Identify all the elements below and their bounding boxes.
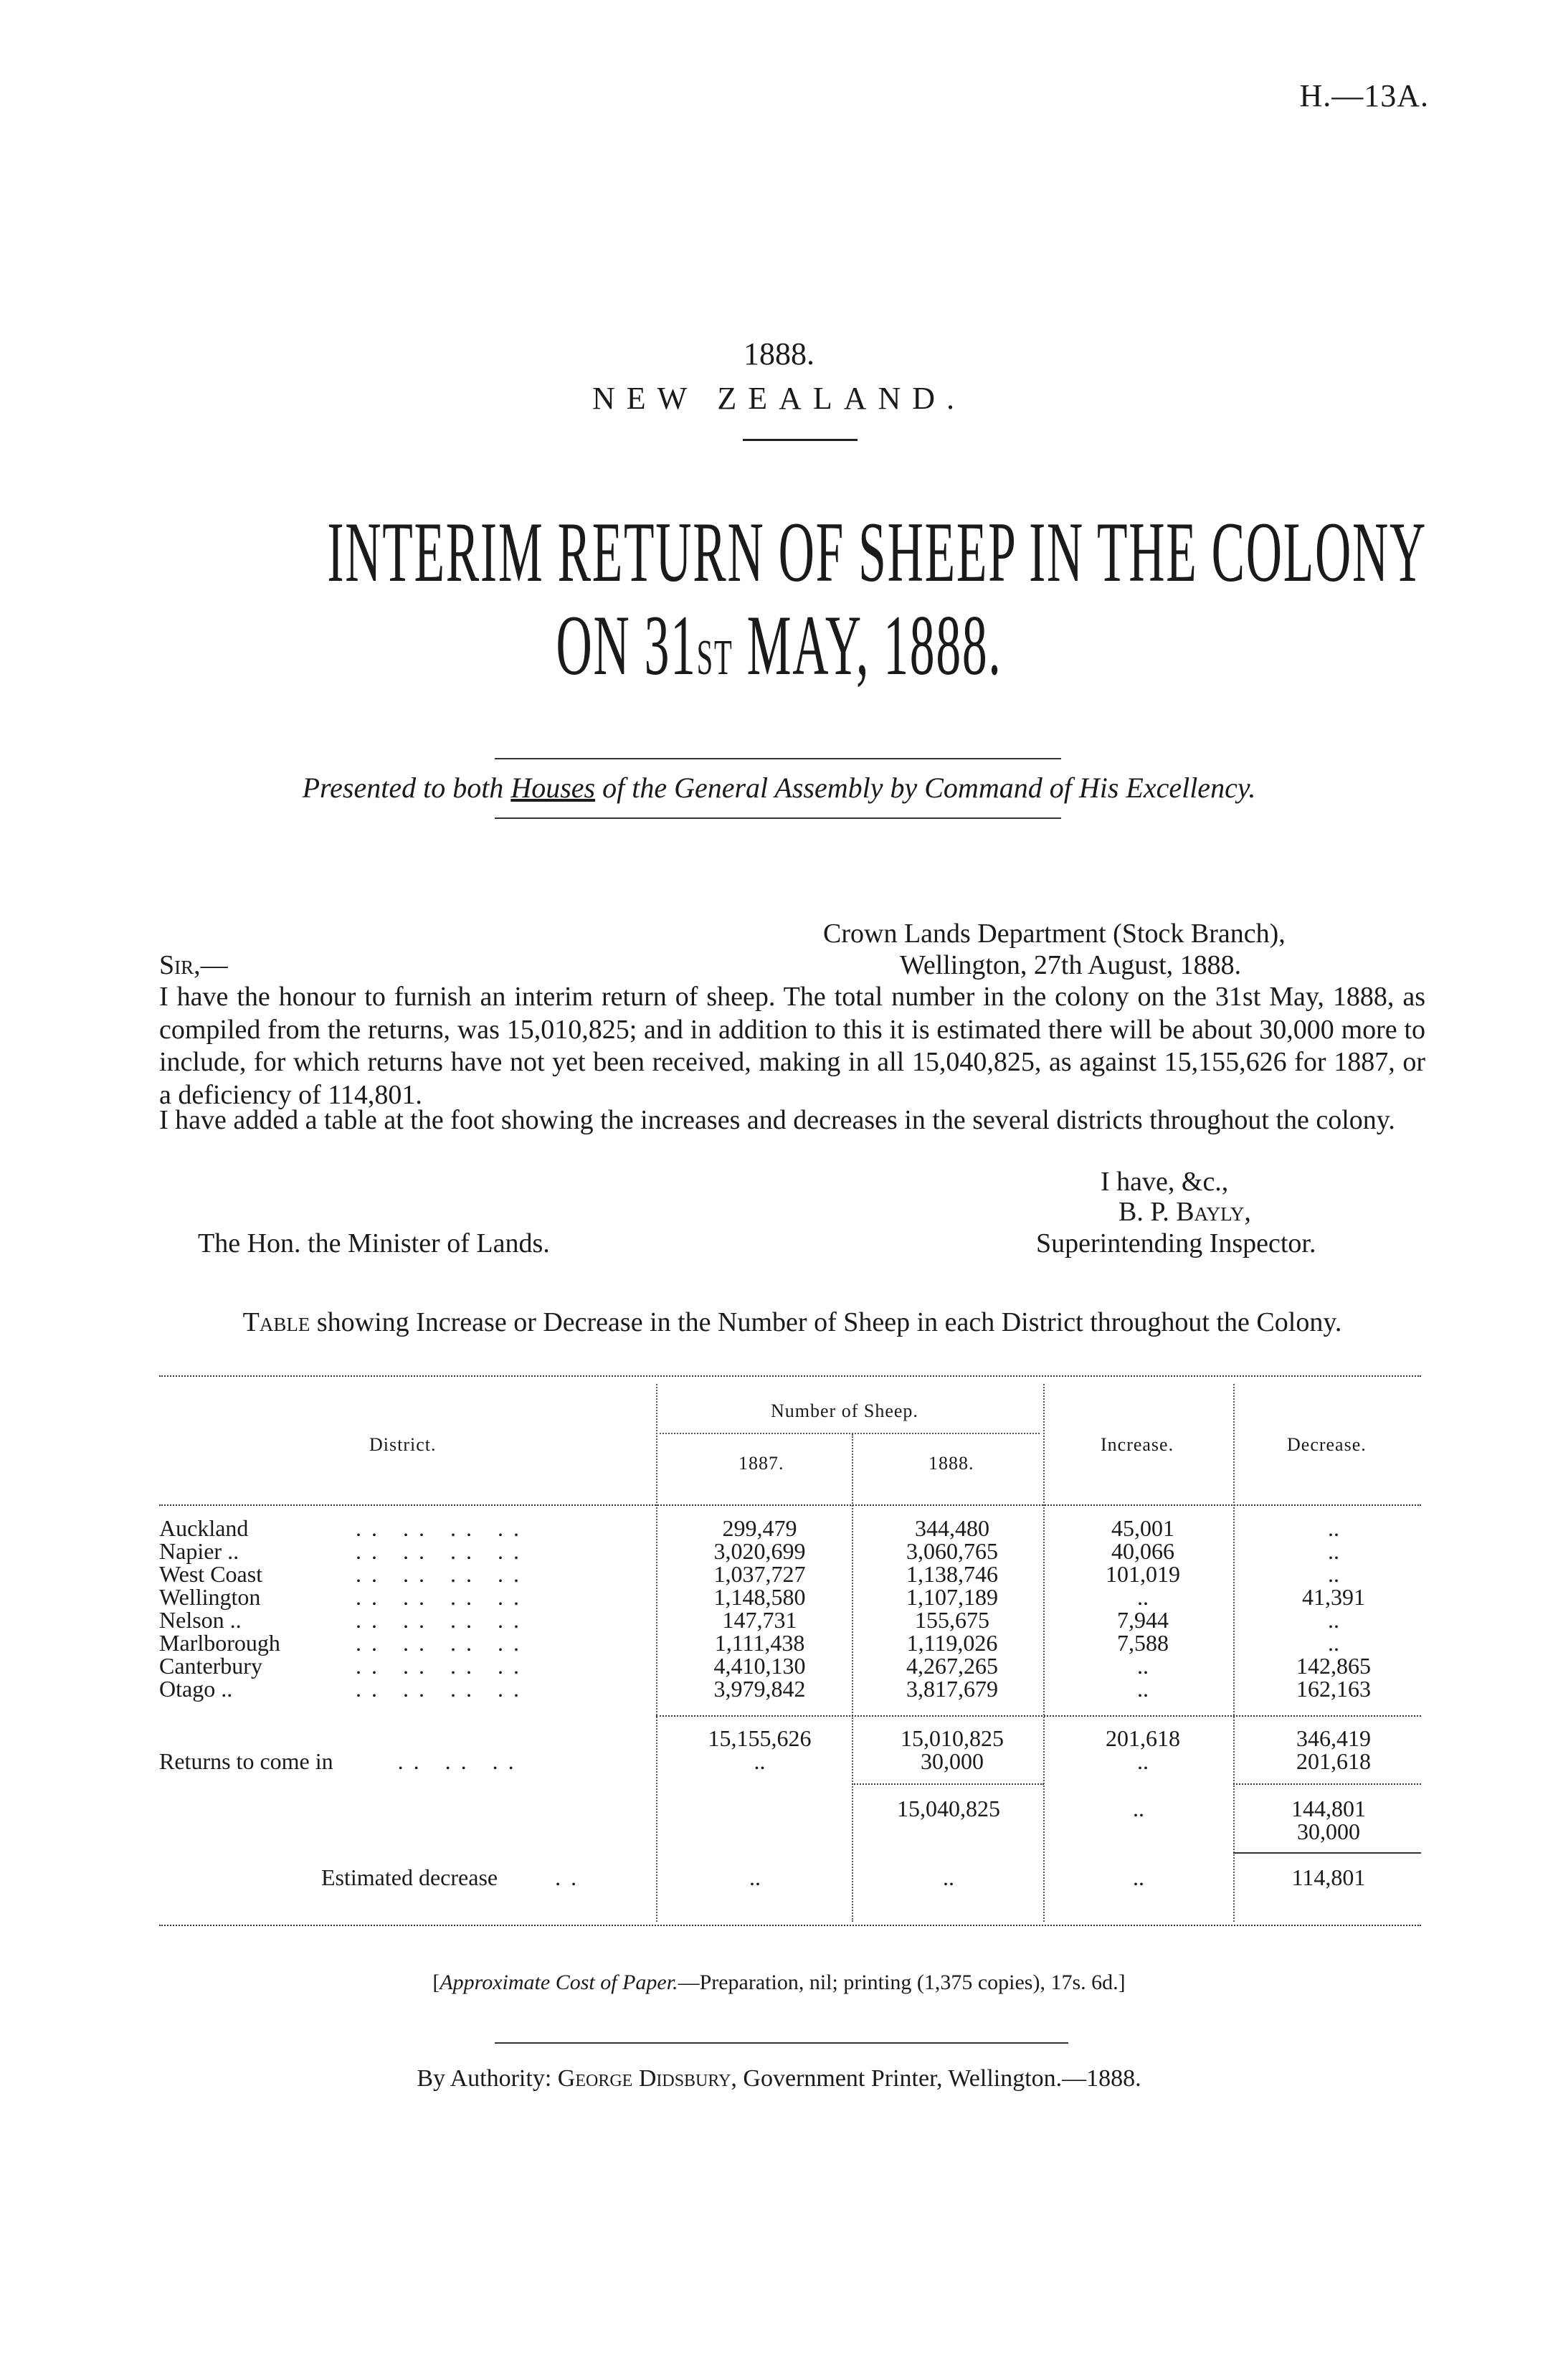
row-decrease: .. <box>1328 1538 1339 1564</box>
table-row <box>153 1517 1429 1540</box>
estimated-1887: .. <box>749 1864 761 1890</box>
row-district: Auckland <box>159 1515 249 1541</box>
row-district: Canterbury <box>159 1653 262 1679</box>
presented-rule-bottom <box>495 817 1061 819</box>
row-1888: 3,817,679 <box>906 1676 998 1702</box>
row-leader: .. .. .. .. <box>356 1584 529 1610</box>
heading-rule <box>743 439 858 441</box>
row-leader: .. .. .. .. <box>356 1630 529 1656</box>
row-1888: 155,675 <box>915 1607 989 1633</box>
estimated-label: Estimated decrease .. <box>321 1864 587 1890</box>
document-title <box>0 506 1558 691</box>
row-district: West Coast <box>159 1561 263 1587</box>
total-1888: 15,010,825 <box>901 1725 1004 1751</box>
subtotal-decrease-a: 144,801 <box>1291 1796 1366 1821</box>
authority-line: By Authority: George Didsbury, Government Printer, Wellington.—1888. <box>417 2065 1141 2092</box>
subtotal-rule-a <box>852 1783 1044 1785</box>
table-row <box>153 1540 1429 1563</box>
row-increase: .. <box>1137 1653 1149 1679</box>
row-leader: .. .. .. .. <box>356 1653 529 1679</box>
returns-decrease: 201,618 <box>1296 1748 1371 1774</box>
table-row <box>153 1563 1429 1585</box>
row-district: Wellington <box>159 1584 261 1610</box>
returns-increase: .. <box>1137 1748 1149 1774</box>
row-1888: 344,480 <box>915 1515 989 1541</box>
table-caption: Table showing Increase or Decrease in the Number of Sheep in each District throughout the Colony. <box>242 1307 1342 1337</box>
letter-paragraph-2: I have added a table at the foot showing the increases and decreases in the several districts throughout the colony. <box>159 1105 1395 1135</box>
row-1887: 1,111,438 <box>714 1630 805 1656</box>
row-decrease: 162,163 <box>1296 1676 1371 1702</box>
estimated-decrease: 114,801 <box>1291 1864 1366 1890</box>
returns-label: Returns to come in .. .. .. <box>159 1748 524 1774</box>
subtotal-increase: .. <box>1133 1796 1144 1821</box>
totals-rule <box>656 1715 1421 1717</box>
row-district: Marlborough <box>159 1630 280 1656</box>
presented-rule-top <box>495 758 1061 759</box>
letter-salutation: Sir,— <box>159 950 228 980</box>
row-decrease: .. <box>1328 1515 1339 1541</box>
title-line-2: ON 31ST MAY, 1888. <box>556 597 1002 693</box>
table-row <box>153 1677 1429 1700</box>
footer-rule <box>495 2042 1068 2044</box>
row-increase: 7,944 <box>1117 1607 1169 1633</box>
row-leader: .. .. .. .. <box>356 1538 529 1564</box>
subtotal-decrease-b: 30,000 <box>1297 1819 1360 1844</box>
totals-table <box>153 1727 1429 1773</box>
row-1888: 3,060,765 <box>906 1538 998 1564</box>
header-district: District. <box>369 1434 437 1455</box>
row-increase: 101,019 <box>1106 1561 1180 1587</box>
letter-department: Crown Lands Department (Stock Branch), <box>823 919 1286 949</box>
row-1887: 3,020,699 <box>713 1538 806 1564</box>
row-1888: 1,107,189 <box>906 1584 998 1610</box>
totals-row <box>153 1727 1429 1750</box>
returns-row <box>153 1750 1429 1773</box>
row-1887: 147,731 <box>722 1607 797 1633</box>
letter-place-date: Wellington, 27th August, 1888. <box>900 950 1242 980</box>
row-1888: 1,138,746 <box>906 1561 998 1587</box>
row-leader: .. .. .. .. <box>356 1676 529 1702</box>
letter-paragraph-1: I have the honour to furnish an interim return of sheep. The total number in the colony on the 31st May, 1888, as compiled from the returns, was 15,010,825; and in addition to this it is estimated there will be about 30,000 more to include, for which returns have not yet been received, making in all 15,040,825, as against 15,155,626 for 1887, or a deficiency of 114,801. <box>159 982 1425 1110</box>
row-decrease: 142,865 <box>1296 1653 1371 1679</box>
row-district: Otago .. <box>159 1676 233 1702</box>
table-row <box>153 1631 1429 1654</box>
header-1887: 1887. <box>738 1453 784 1474</box>
total-1887: 15,155,626 <box>708 1725 812 1751</box>
paper-reference: H.—13A. <box>1299 78 1429 113</box>
title-line-1: INTERIM RETURN OF SHEEP IN THE COLONY <box>327 504 1428 599</box>
presented-line: Presented to both Houses of the General Assembly by Command of His Excellency. <box>302 772 1256 804</box>
letter-signer-title: Superintending Inspector. <box>1036 1228 1316 1258</box>
letter-closing: I have, &c., <box>1101 1167 1229 1197</box>
country-heading: NEW ZEALAND. <box>592 381 966 416</box>
row-leader: .. .. .. .. <box>356 1561 529 1587</box>
subtotal-rule-b <box>1233 1783 1421 1785</box>
sheep-table <box>153 1517 1429 1700</box>
row-1887: 1,037,727 <box>713 1561 806 1587</box>
returns-1887: .. <box>754 1748 766 1774</box>
table-row <box>153 1585 1429 1608</box>
header-bottom-rule <box>159 1504 1421 1506</box>
row-increase: .. <box>1137 1676 1149 1702</box>
header-sub-rule <box>660 1433 1040 1434</box>
estimated-rule <box>1233 1852 1421 1854</box>
row-district: Napier .. <box>159 1538 239 1564</box>
estimated-increase: .. <box>1133 1864 1144 1890</box>
table-row <box>153 1654 1429 1677</box>
row-increase: .. <box>1137 1584 1149 1610</box>
header-decrease: Decrease. <box>1287 1434 1367 1455</box>
header-increase: Increase. <box>1101 1434 1174 1455</box>
row-leader: .. .. .. .. <box>356 1515 529 1541</box>
table-row <box>153 1608 1429 1631</box>
reference-suffix: A <box>1397 78 1420 113</box>
cost-note: [Approximate Cost of Paper.—Preparation, nil; printing (1,375 copies), 17s. 6d.] <box>432 1971 1126 1994</box>
row-decrease: .. <box>1328 1630 1339 1656</box>
year-heading: 1888. <box>744 336 814 371</box>
letter-addressee: The Hon. the Minister of Lands. <box>198 1228 550 1258</box>
row-1888: 1,119,026 <box>906 1630 998 1656</box>
row-1887: 4,410,130 <box>713 1653 806 1679</box>
row-increase: 40,066 <box>1111 1538 1174 1564</box>
row-district: Nelson .. <box>159 1607 242 1633</box>
row-increase: 45,001 <box>1111 1515 1174 1541</box>
row-decrease: .. <box>1328 1561 1339 1587</box>
header-1888: 1888. <box>928 1453 974 1474</box>
table-top-rule <box>159 1375 1421 1377</box>
row-leader: .. .. .. .. <box>356 1607 529 1633</box>
reference-code: H.—13 <box>1299 78 1397 113</box>
table-bottom-rule <box>159 1925 1421 1926</box>
estimated-1888: .. <box>943 1864 954 1890</box>
total-increase: 201,618 <box>1106 1725 1180 1751</box>
letter-signer: B. P. Bayly, <box>1118 1197 1251 1227</box>
row-increase: 7,588 <box>1117 1630 1169 1656</box>
total-decrease: 346,419 <box>1296 1725 1371 1751</box>
row-1887: 299,479 <box>722 1515 797 1541</box>
subtotal-1888: 15,040,825 <box>897 1796 1000 1821</box>
returns-1888: 30,000 <box>921 1748 984 1774</box>
row-decrease: 41,391 <box>1302 1584 1365 1610</box>
row-decrease: .. <box>1328 1607 1339 1633</box>
header-number-of-sheep: Number of Sheep. <box>771 1400 918 1421</box>
row-1887: 1,148,580 <box>713 1584 806 1610</box>
row-1887: 3,979,842 <box>713 1676 806 1702</box>
row-1888: 4,267,265 <box>906 1653 998 1679</box>
